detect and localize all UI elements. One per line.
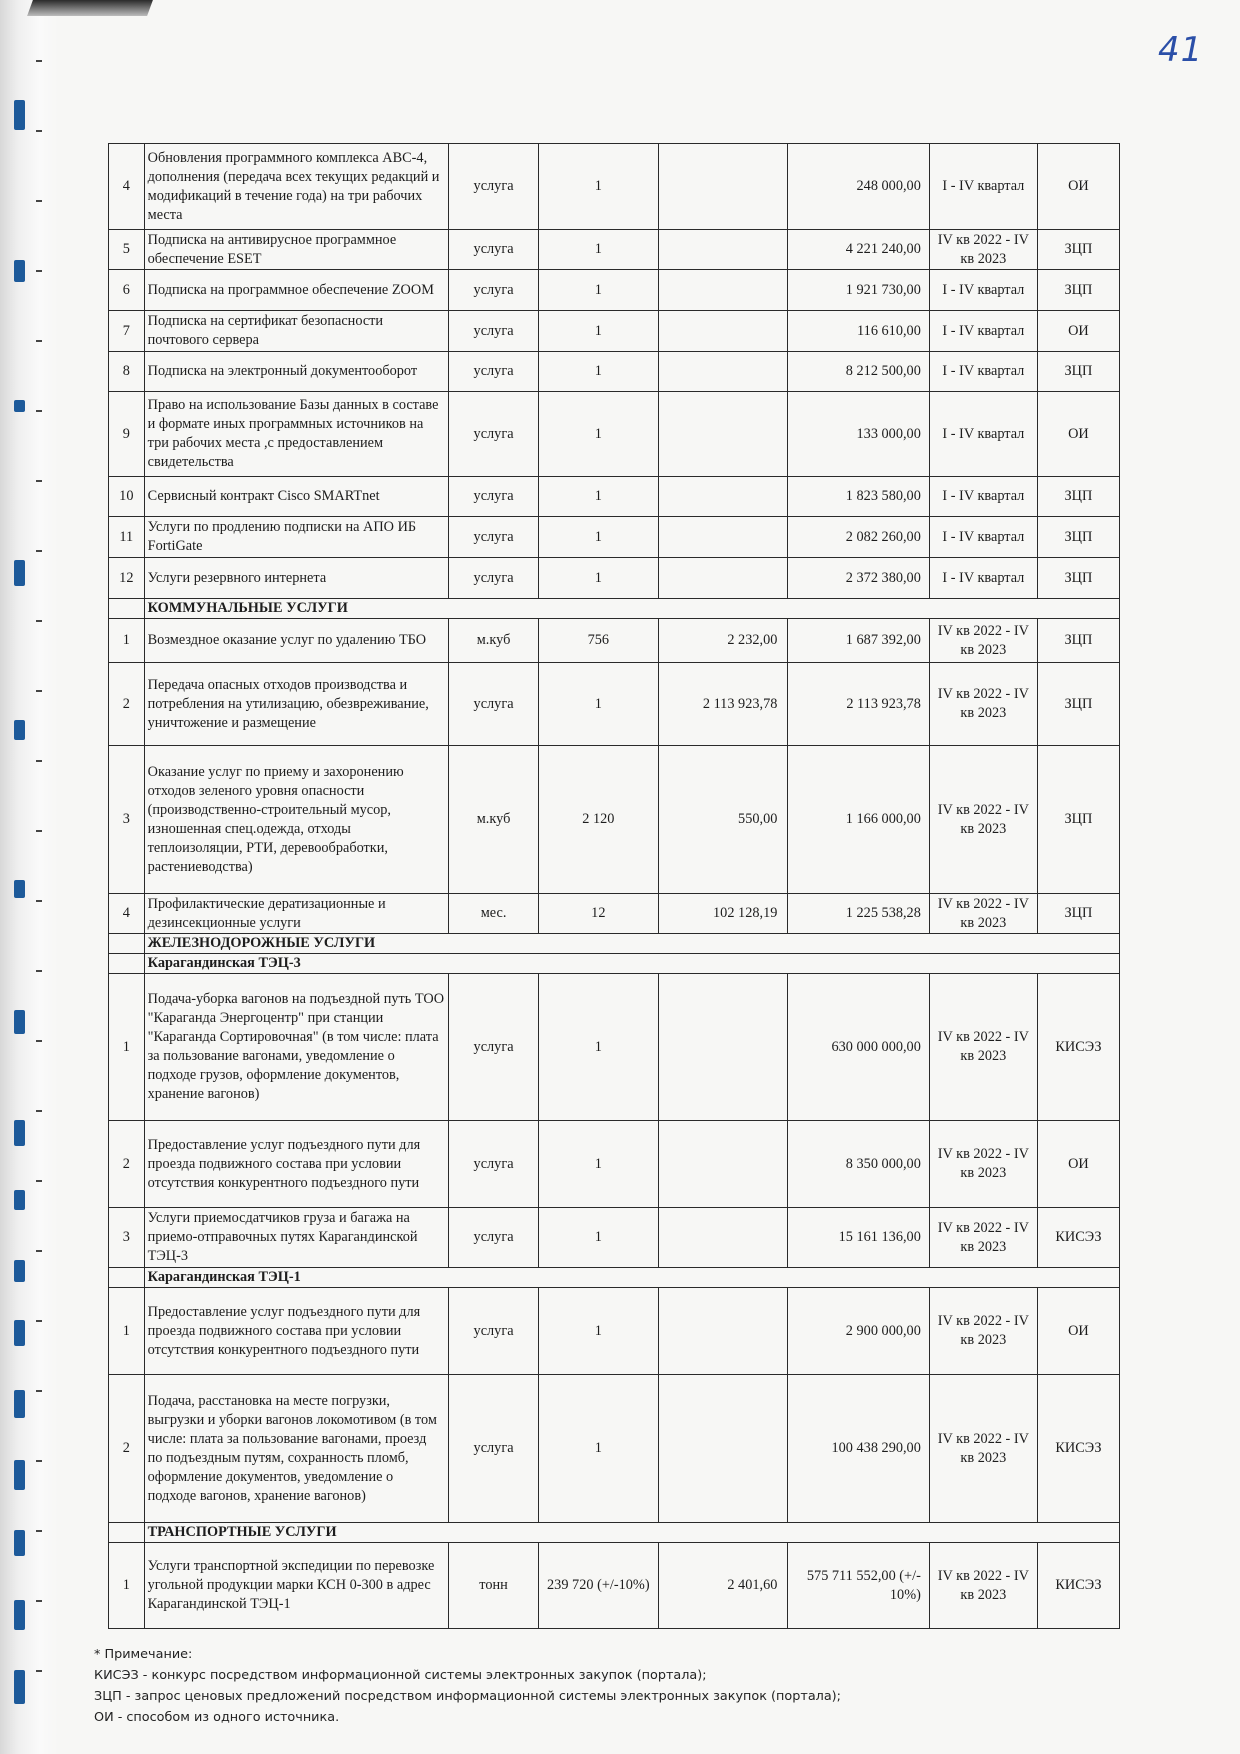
row-number: 1 — [109, 1543, 145, 1629]
procurement-method: ЗЦП — [1037, 663, 1119, 746]
row-number: 7 — [109, 311, 145, 352]
unit-of-measure: услуга — [449, 558, 539, 599]
table-row — [109, 311, 1120, 352]
unit-of-measure: услуга — [449, 1375, 539, 1523]
binding-hole — [36, 1600, 42, 1602]
unit-of-measure: услуга — [449, 974, 539, 1121]
unit-price: 102 128,19 — [658, 894, 788, 934]
row-number: 3 — [109, 1208, 145, 1268]
table-row — [109, 144, 1120, 230]
item-name: Подача-уборка вагонов на подъездной путь ТОО "Караганда Энергоцентр" при станции "Караганда Сортировочная" (в том числе: плата за пользование вагонами, уведомление о подходе грузов, оформление документов, хранение вагонов) — [144, 974, 449, 1121]
section-spacer-cell — [109, 954, 145, 974]
document-binding-edge — [0, 0, 58, 1754]
table-row — [109, 663, 1120, 746]
binding-hole — [36, 1040, 42, 1042]
table-row — [109, 746, 1120, 894]
total-amount: 575 711 552,00 (+/- 10%) — [788, 1543, 929, 1629]
unit-of-measure: услуга — [449, 144, 539, 230]
table-row — [109, 1288, 1120, 1375]
unit-of-measure: услуга — [449, 1288, 539, 1375]
delivery-period: I - IV квартал — [929, 517, 1037, 558]
procurement-method: ОИ — [1037, 1121, 1119, 1208]
quantity: 1 — [538, 663, 658, 746]
item-name: Подписка на сертификат безопасности почтового сервера — [144, 311, 449, 352]
table-row — [109, 1375, 1120, 1523]
total-amount: 630 000 000,00 — [788, 974, 929, 1121]
unit-price — [658, 392, 788, 477]
unit-price — [658, 311, 788, 352]
row-number: 10 — [109, 477, 145, 517]
section-title: КОММУНАЛЬНЫЕ УСЛУГИ — [144, 599, 1119, 619]
binding-hole — [36, 60, 42, 62]
quantity: 1 — [538, 311, 658, 352]
procurement-method: ЗЦП — [1037, 230, 1119, 270]
delivery-period: IV кв 2022 - IV кв 2023 — [929, 1121, 1037, 1208]
binding-clip-mark — [14, 1600, 25, 1630]
delivery-period: IV кв 2022 - IV кв 2023 — [929, 619, 1037, 663]
table-row — [109, 477, 1120, 517]
procurement-method: КИСЭЗ — [1037, 974, 1119, 1121]
row-number: 3 — [109, 746, 145, 894]
procurement-method: КИСЭЗ — [1037, 1543, 1119, 1629]
subsection-header-row — [109, 1268, 1120, 1288]
row-number: 1 — [109, 974, 145, 1121]
item-name: Услуги приемосдатчиков груза и багажа на приемо-отправочных путях Карагандинской ТЭЦ-3 — [144, 1208, 449, 1268]
total-amount: 248 000,00 — [788, 144, 929, 230]
procurement-method: ОИ — [1037, 392, 1119, 477]
unit-of-measure: услуга — [449, 1121, 539, 1208]
item-name: Возмездное оказание услуг по удалению ТБО — [144, 619, 449, 663]
quantity: 12 — [538, 894, 658, 934]
item-name: Оказание услуг по приему и захоронению отходов зеленого уровня опасности (производственно-строительный мусор, изношенная спец.одежда, отходы теплоизоляции, РТИ, деревообработки, растениеводства) — [144, 746, 449, 894]
quantity: 1 — [538, 477, 658, 517]
row-number: 1 — [109, 619, 145, 663]
item-name: Предоставление услуг подъездного пути для проезда подвижного состава при условии отсутствия конкурентного подъездного пути — [144, 1288, 449, 1375]
unit-of-measure: услуга — [449, 1208, 539, 1268]
binding-clip-mark — [14, 100, 25, 130]
unit-of-measure: услуга — [449, 352, 539, 392]
binding-clip-mark — [14, 1530, 25, 1556]
total-amount: 1 921 730,00 — [788, 270, 929, 311]
binding-clip-mark — [14, 720, 25, 740]
binding-clip-mark — [14, 260, 25, 282]
binding-clip-mark — [14, 560, 25, 586]
footnote-zcp: ЗЦП - запрос ценовых предложений посредством информационной системы электронных закупок (портала); — [94, 1689, 841, 1704]
delivery-period: I - IV квартал — [929, 392, 1037, 477]
procurement-method: ЗЦП — [1037, 894, 1119, 934]
binding-hole — [36, 480, 42, 482]
total-amount: 2 113 923,78 — [788, 663, 929, 746]
total-amount: 1 166 000,00 — [788, 746, 929, 894]
binding-hole — [36, 550, 42, 552]
binding-hole — [36, 410, 42, 412]
section-header-row — [109, 1523, 1120, 1543]
item-name: Услуги по продлению подписки на АПО ИБ FortiGate — [144, 517, 449, 558]
binding-clip-mark — [14, 1460, 25, 1490]
quantity: 1 — [538, 144, 658, 230]
table-row — [109, 1121, 1120, 1208]
binding-hole — [36, 970, 42, 972]
total-amount: 116 610,00 — [788, 311, 929, 352]
scan-edge-shadow — [27, 0, 153, 16]
quantity: 1 — [538, 558, 658, 599]
unit-of-measure: м.куб — [449, 746, 539, 894]
unit-price — [658, 974, 788, 1121]
binding-clip-mark — [14, 1120, 25, 1146]
procurement-table-body — [109, 144, 1120, 1629]
binding-hole — [36, 1110, 42, 1112]
delivery-period: I - IV квартал — [929, 477, 1037, 517]
total-amount: 8 212 500,00 — [788, 352, 929, 392]
item-name: Подача, расстановка на месте погрузки, выгрузки и уборки вагонов локомотивом (в том числе: плата за пользование вагонами, проезд по подъездным путям, сохранность пломб, оформление документов, уведомление о подходе вагонов, хранение вагонов) — [144, 1375, 449, 1523]
unit-of-measure: мес. — [449, 894, 539, 934]
procurement-method: ЗЦП — [1037, 619, 1119, 663]
total-amount: 2 372 380,00 — [788, 558, 929, 599]
delivery-period: IV кв 2022 - IV кв 2023 — [929, 974, 1037, 1121]
row-number: 4 — [109, 894, 145, 934]
binding-hole — [36, 340, 42, 342]
quantity: 1 — [538, 392, 658, 477]
quantity: 1 — [538, 352, 658, 392]
binding-hole — [36, 130, 42, 132]
item-name: Передача опасных отходов производства и потребления на утилизацию, обезвреживание, уничтожение и размещение — [144, 663, 449, 746]
table-row — [109, 392, 1120, 477]
section-spacer-cell — [109, 1268, 145, 1288]
procurement-method: ЗЦП — [1037, 746, 1119, 894]
delivery-period: IV кв 2022 - IV кв 2023 — [929, 746, 1037, 894]
procurement-method: ОИ — [1037, 144, 1119, 230]
quantity: 756 — [538, 619, 658, 663]
binding-clip-mark — [14, 1260, 25, 1282]
unit-of-measure: услуга — [449, 230, 539, 270]
section-spacer-cell — [109, 599, 145, 619]
delivery-period: IV кв 2022 - IV кв 2023 — [929, 1543, 1037, 1629]
quantity: 1 — [538, 974, 658, 1121]
table-row — [109, 1543, 1120, 1629]
row-number: 9 — [109, 392, 145, 477]
procurement-table — [108, 143, 1120, 1629]
unit-price — [658, 1375, 788, 1523]
item-name: Услуги резервного интернета — [144, 558, 449, 599]
unit-of-measure: услуга — [449, 477, 539, 517]
section-title: ТРАНСПОРТНЫЕ УСЛУГИ — [144, 1523, 1119, 1543]
unit-price — [658, 477, 788, 517]
table-row — [109, 974, 1120, 1121]
unit-of-measure: услуга — [449, 270, 539, 311]
delivery-period: I - IV квартал — [929, 270, 1037, 311]
row-number: 2 — [109, 663, 145, 746]
total-amount: 100 438 290,00 — [788, 1375, 929, 1523]
quantity: 1 — [538, 230, 658, 270]
unit-price: 2 232,00 — [658, 619, 788, 663]
unit-of-measure: услуга — [449, 663, 539, 746]
item-name: Обновления программного комплекса АВС-4, дополнения (передача всех текущих редакций и модификаций в течение года) на три рабочих места — [144, 144, 449, 230]
delivery-period: IV кв 2022 - IV кв 2023 — [929, 1208, 1037, 1268]
binding-clip-mark — [14, 1320, 25, 1346]
binding-hole — [36, 1320, 42, 1322]
binding-clip-mark — [14, 1670, 25, 1704]
quantity: 1 — [538, 1288, 658, 1375]
binding-hole — [36, 200, 42, 202]
subsection-title: Карагандинская ТЭЦ-1 — [144, 1268, 1119, 1288]
table-row — [109, 230, 1120, 270]
item-name: Подписка на электронный документооборот — [144, 352, 449, 392]
binding-hole — [36, 900, 42, 902]
quantity: 1 — [538, 1375, 658, 1523]
delivery-period: I - IV квартал — [929, 311, 1037, 352]
handwritten-page-number: 41 — [1158, 30, 1204, 70]
procurement-method: ЗЦП — [1037, 558, 1119, 599]
subsection-header-row — [109, 954, 1120, 974]
unit-price — [658, 1208, 788, 1268]
binding-hole — [36, 760, 42, 762]
unit-price — [658, 352, 788, 392]
row-number: 8 — [109, 352, 145, 392]
binding-clip-mark — [14, 880, 25, 898]
section-header-row — [109, 599, 1120, 619]
section-spacer-cell — [109, 1523, 145, 1543]
row-number: 11 — [109, 517, 145, 558]
subsection-title: Карагандинская ТЭЦ-3 — [144, 954, 1119, 974]
delivery-period: I - IV квартал — [929, 352, 1037, 392]
item-name: Предоставление услуг подъездного пути для проезда подвижного состава при условии отсутствия конкурентного подъездного пути — [144, 1121, 449, 1208]
total-amount: 1 823 580,00 — [788, 477, 929, 517]
quantity: 1 — [538, 1121, 658, 1208]
unit-price — [658, 517, 788, 558]
row-number: 4 — [109, 144, 145, 230]
delivery-period: I - IV квартал — [929, 144, 1037, 230]
procurement-method: ЗЦП — [1037, 517, 1119, 558]
item-name: Подписка на программное обеспечение ZOOM — [144, 270, 449, 311]
item-name: Услуги транспортной экспедиции по перевозке угольной продукции марки КСН 0-300 в адрес Карагандинской ТЭЦ-1 — [144, 1543, 449, 1629]
footnote-kisez: КИСЭЗ - конкурс посредством информационной системы электронных закупок (портала); — [94, 1668, 707, 1683]
procurement-method: ОИ — [1037, 1288, 1119, 1375]
item-name: Подписка на антивирусное программное обеспечение ESET — [144, 230, 449, 270]
unit-price: 550,00 — [658, 746, 788, 894]
unit-price — [658, 144, 788, 230]
table-row — [109, 1208, 1120, 1268]
unit-of-measure: тонн — [449, 1543, 539, 1629]
item-name: Сервисный контракт Cisco SMARTnet — [144, 477, 449, 517]
unit-price: 2 401,60 — [658, 1543, 788, 1629]
quantity: 239 720 (+/-10%) — [538, 1543, 658, 1629]
item-name: Право на использование Базы данных в составе и формате иных программных источников на три рабочих места ,с предоставлением свидетельства — [144, 392, 449, 477]
unit-price — [658, 270, 788, 311]
total-amount: 15 161 136,00 — [788, 1208, 929, 1268]
unit-price: 2 113 923,78 — [658, 663, 788, 746]
unit-of-measure: м.куб — [449, 619, 539, 663]
delivery-period: IV кв 2022 - IV кв 2023 — [929, 1375, 1037, 1523]
binding-clip-mark — [14, 400, 25, 412]
delivery-period: IV кв 2022 - IV кв 2023 — [929, 894, 1037, 934]
footnotes — [94, 1644, 1094, 1728]
section-header-row — [109, 934, 1120, 954]
procurement-method: ОИ — [1037, 311, 1119, 352]
total-amount: 1 225 538,28 — [788, 894, 929, 934]
quantity: 2 120 — [538, 746, 658, 894]
unit-of-measure: услуга — [449, 392, 539, 477]
total-amount: 133 000,00 — [788, 392, 929, 477]
binding-hole — [36, 830, 42, 832]
table-row — [109, 270, 1120, 311]
binding-hole — [36, 620, 42, 622]
table-row — [109, 619, 1120, 663]
table-row — [109, 352, 1120, 392]
row-number: 1 — [109, 1288, 145, 1375]
binding-hole — [36, 270, 42, 272]
binding-hole — [36, 1460, 42, 1462]
unit-price — [658, 558, 788, 599]
row-number: 2 — [109, 1375, 145, 1523]
binding-hole — [36, 1250, 42, 1252]
section-title: ЖЕЛЕЗНОДОРОЖНЫЕ УСЛУГИ — [144, 934, 1119, 954]
unit-of-measure: услуга — [449, 311, 539, 352]
delivery-period: I - IV квартал — [929, 558, 1037, 599]
unit-of-measure: услуга — [449, 517, 539, 558]
row-number: 5 — [109, 230, 145, 270]
binding-clip-mark — [14, 1190, 25, 1210]
binding-hole — [36, 1530, 42, 1532]
procurement-method: ЗЦП — [1037, 270, 1119, 311]
binding-clip-mark — [14, 1390, 25, 1418]
procurement-method: КИСЭЗ — [1037, 1375, 1119, 1523]
quantity: 1 — [538, 270, 658, 311]
total-amount: 8 350 000,00 — [788, 1121, 929, 1208]
binding-clip-mark — [14, 1010, 25, 1034]
unit-price — [658, 1288, 788, 1375]
binding-hole — [36, 1670, 42, 1672]
total-amount: 4 221 240,00 — [788, 230, 929, 270]
table-row — [109, 894, 1120, 934]
unit-price — [658, 230, 788, 270]
binding-hole — [36, 1390, 42, 1392]
procurement-method: ЗЦП — [1037, 477, 1119, 517]
delivery-period: IV кв 2022 - IV кв 2023 — [929, 230, 1037, 270]
delivery-period: IV кв 2022 - IV кв 2023 — [929, 1288, 1037, 1375]
delivery-period: IV кв 2022 - IV кв 2023 — [929, 663, 1037, 746]
quantity: 1 — [538, 1208, 658, 1268]
table-row — [109, 558, 1120, 599]
item-name: Профилактические дератизационные и дезинсекционные услуги — [144, 894, 449, 934]
footnote-oi: ОИ - способом из одного источника. — [94, 1710, 340, 1725]
quantity: 1 — [538, 517, 658, 558]
unit-price — [658, 1121, 788, 1208]
binding-hole — [36, 1180, 42, 1182]
total-amount: 2 082 260,00 — [788, 517, 929, 558]
binding-hole — [36, 690, 42, 692]
section-spacer-cell — [109, 934, 145, 954]
total-amount: 2 900 000,00 — [788, 1288, 929, 1375]
row-number: 12 — [109, 558, 145, 599]
procurement-method: ЗЦП — [1037, 352, 1119, 392]
table-row — [109, 517, 1120, 558]
row-number: 2 — [109, 1121, 145, 1208]
total-amount: 1 687 392,00 — [788, 619, 929, 663]
footnote-heading: * Примечание: — [94, 1647, 193, 1662]
procurement-method: КИСЭЗ — [1037, 1208, 1119, 1268]
row-number: 6 — [109, 270, 145, 311]
